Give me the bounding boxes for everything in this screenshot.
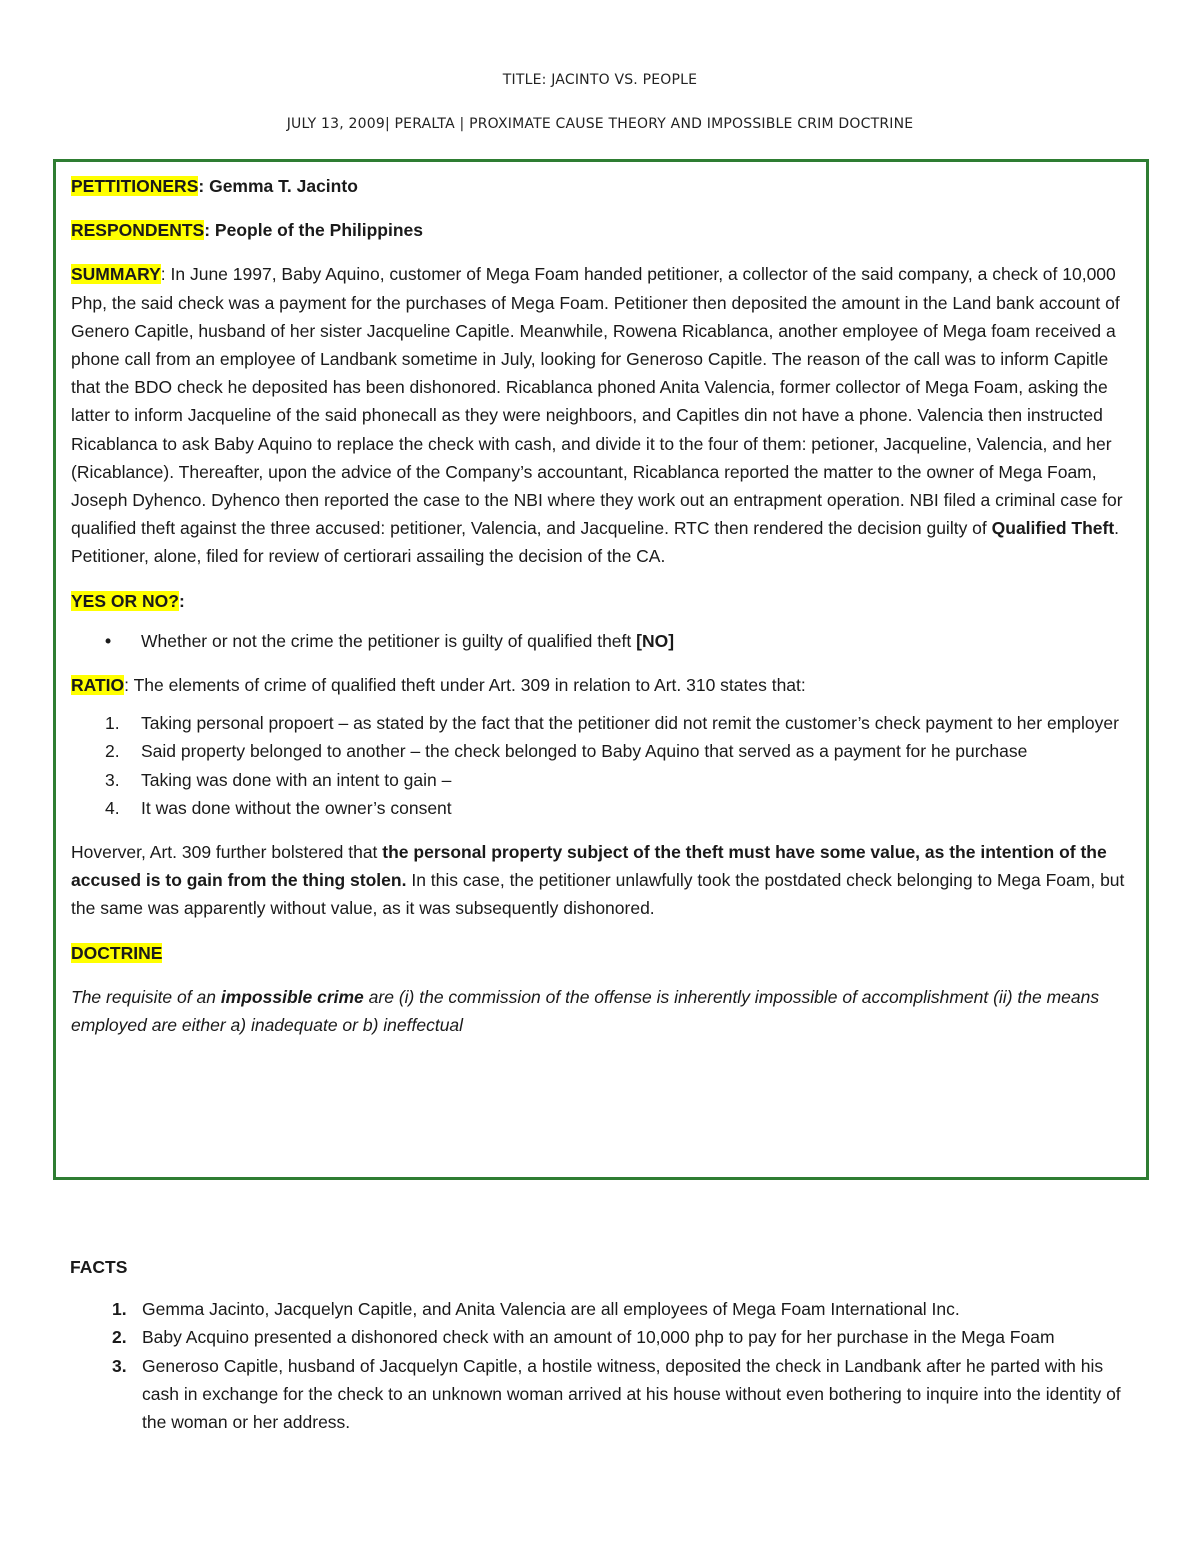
list-number: 3. <box>105 769 120 790</box>
respondents-line: RESPONDENTS: People of the Philippines <box>71 220 423 241</box>
doctrine-label: DOCTRINE <box>71 942 163 963</box>
list-item <box>70 1323 1130 1351</box>
list-text: Taking personal propoert – as stated by the fact that the petitioner did not remit the customer’s check payment to her employer <box>141 713 1119 734</box>
summary-end: . Petitioner, alone, filed for review of certiorari assailing the decision of the CA. <box>71 518 1120 567</box>
list-item <box>71 766 1131 794</box>
doctrine-bold: impossible crime <box>220 986 364 1007</box>
doctrine-end: are (i) the commission of the offense is inherently impossible of accomplishment (ii) the means employed are either a) inadequate or b) ineffectual <box>71 986 1100 1036</box>
list-number: 4. <box>105 797 120 818</box>
respondents-label: RESPONDENTS <box>71 220 205 241</box>
respondents-value: People of the Philippines <box>214 220 423 241</box>
yesno-answer: [NO] <box>636 630 675 651</box>
petitioners-label: PETTITIONERS <box>71 176 199 196</box>
list-item <box>71 627 1131 655</box>
facts-heading: FACTS <box>70 1257 128 1277</box>
list-text: Baby Acquino presented a dishonored check with an amount of 10,000 php to pay for her purchase in the Mega Foam <box>142 1327 1055 1348</box>
list-item <box>70 1295 1130 1323</box>
doctrine-paragraph <box>71 983 1131 1039</box>
list-text: Said property belonged to another – the check belonged to Baby Aquino that served as a payment for he purchase <box>141 741 1028 762</box>
list-number: 3. <box>112 1355 127 1376</box>
list-number: 1. <box>112 1299 127 1320</box>
summary-text: In June 1997, Baby Aquino, customer of Mega Foam handed petitioner, a collector of the said company, a check of 10,000 Php, the said check was a payment for the purchases of Mega Foam. Petitioner then deposited the amount in the Land bank account of Genero Capitle, husband of her sister Jacqueline Capitle. Meanwhile, Rowena Ricablanca, another employee of Mega foam received a phone call from an employee of Landbank sometime in July, looking for Generoso Capitle. The reason of the call was to inform Capitle that the BDO check he deposited has been dishonored. Ricablanca phoned Anita Valencia, former collector of Mega Foam, asking the latter to inform Jacqueline of the said phonecall as they were neighboors, and Capitles din not have a phone. Valencia then instructed Ricablanca to ask Baby Aquino to replace the check with cash, and divide it to the four of them: petioner, Jacqueline, Valencia, and her (Ricablance). Thereafter, upon the advice of the Company’s accountant, Ricablanca reported the matter to the owner of Mega Foam, Joseph Dyhenco. Dyhenco then reported the case to the NBI where they work out an entrapment operation. NBI filed a criminal case for qualified theft against the three accused: petitioner, Valencia, and Jacqueline. RTC then rendered the decision guilty of <box>71 264 1123 539</box>
facts-section <box>70 1253 1130 1436</box>
doctrine-start: The requisite of an <box>71 986 221 1007</box>
facts-list <box>70 1295 1130 1436</box>
list-text: Gemma Jacinto, Jacquelyn Capitle, and Anita Valencia are all employees of Mega Foam International Inc. <box>142 1299 960 1320</box>
case-digest-box <box>53 159 1149 1180</box>
however-bold: the personal property subject of the theft must have some value, as the intention of the accused is to gain from the thing stolen. <box>71 842 1107 891</box>
list-item <box>71 737 1131 765</box>
yesno-line: YES OR NO?: <box>71 590 185 611</box>
ratio-list <box>71 709 1131 822</box>
list-item <box>71 794 1131 822</box>
petitioners-value: Gemma T. Jacinto <box>209 176 358 196</box>
yesno-list <box>71 627 1131 655</box>
document-subtitle: JULY 13, 2009| PERALTA | PROXIMATE CAUSE THEORY AND IMPOSSIBLE CRIM DOCTRINE <box>286 116 914 132</box>
petitioners-line: PETTITIONERS: Gemma T. Jacinto <box>71 176 358 196</box>
document-title: TITLE: JACINTO VS. PEOPLE <box>502 72 698 88</box>
list-item <box>70 1352 1130 1437</box>
list-number: 2. <box>105 741 120 762</box>
however-paragraph <box>71 838 1131 923</box>
case-digest-content <box>71 172 1131 1039</box>
ratio-text: The elements of crime of qualified theft under Art. 309 in relation to Art. 310 states that: <box>133 675 806 696</box>
doctrine-line <box>71 939 1131 967</box>
list-number: 1. <box>105 713 120 734</box>
list-text: It was done without the owner’s consent <box>141 797 452 818</box>
ratio-label: RATIO <box>71 675 125 696</box>
list-number: 2. <box>112 1327 127 1348</box>
however-start: Hoverver, Art. 309 further bolstered that <box>71 842 383 863</box>
however-end: In this case, the petitioner unlawfully took the postdated check belonging to Mega Foam, but the same was apparently without value, as it was subsequently dishonored. <box>71 870 1125 919</box>
list-item <box>71 709 1131 737</box>
yesno-label: YES OR NO? <box>71 590 179 611</box>
summary-label: SUMMARY <box>71 264 161 285</box>
list-text: Taking was done with an intent to gain – <box>141 769 452 790</box>
yesno-item: Whether or not the crime the petitioner is guilty of qualified theft <box>141 630 637 651</box>
summary-paragraph: SUMMARY: In June 1997, Baby Aquino, customer of Mega Foam handed petitioner, a collector of the said company, a check of 10,000 Php, the said check was a payment for the purchases of Mega Foam. Petitioner then deposited the amount in the Land bank account of Genero Capitle, husband of her sister Jacqueline Capitle. Meanwhile, Rowena Ricablanca, another employee of Mega foam received a phone call from an employee of Landbank sometime in July, looking for Generoso Capitle. The reason of the call was to inform Capitle that the BDO check he deposited has been dishonored. Ricablanca phoned Anita Valencia, former collector of Mega Foam, asking the latter to inform Jacqueline of the said phonecall as they were neighboors, and Capitles din not have a phone. Valencia then instructed Ricablanca to ask Baby Aquino to replace the check with cash, and divide it to the four of them: petioner, Jacqueline, Valencia, and her (Ricablance). Thereafter, upon the advice of the Company’s accountant, Ricablanca reported the matter to the owner of Mega Foam, Joseph Dyhenco. Dyhenco then reported the case to the NBI where they work out an entrapment operation. NBI filed a criminal case for qualified theft against the three accused: petitioner, Valencia, and Jacqueline. RTC then rendered the decision guilty of Qualified Theft. Petitioner, alone, filed for review of certiorari assailing the decision of the CA. <box>71 264 1123 567</box>
list-text: Generoso Capitle, husband of Jacquelyn Capitle, a hostile witness, deposited the check in Landbank after he parted with his cash in exchange for the check to an unknown woman arrived at his house without even bothering to inquire into the identity of the woman or her address. <box>142 1355 1121 1433</box>
ratio-line: RATIO: The elements of crime of qualified theft under Art. 309 in relation to Art. 310 states that: <box>71 675 806 696</box>
summary-bold: Qualified Theft <box>991 518 1115 539</box>
